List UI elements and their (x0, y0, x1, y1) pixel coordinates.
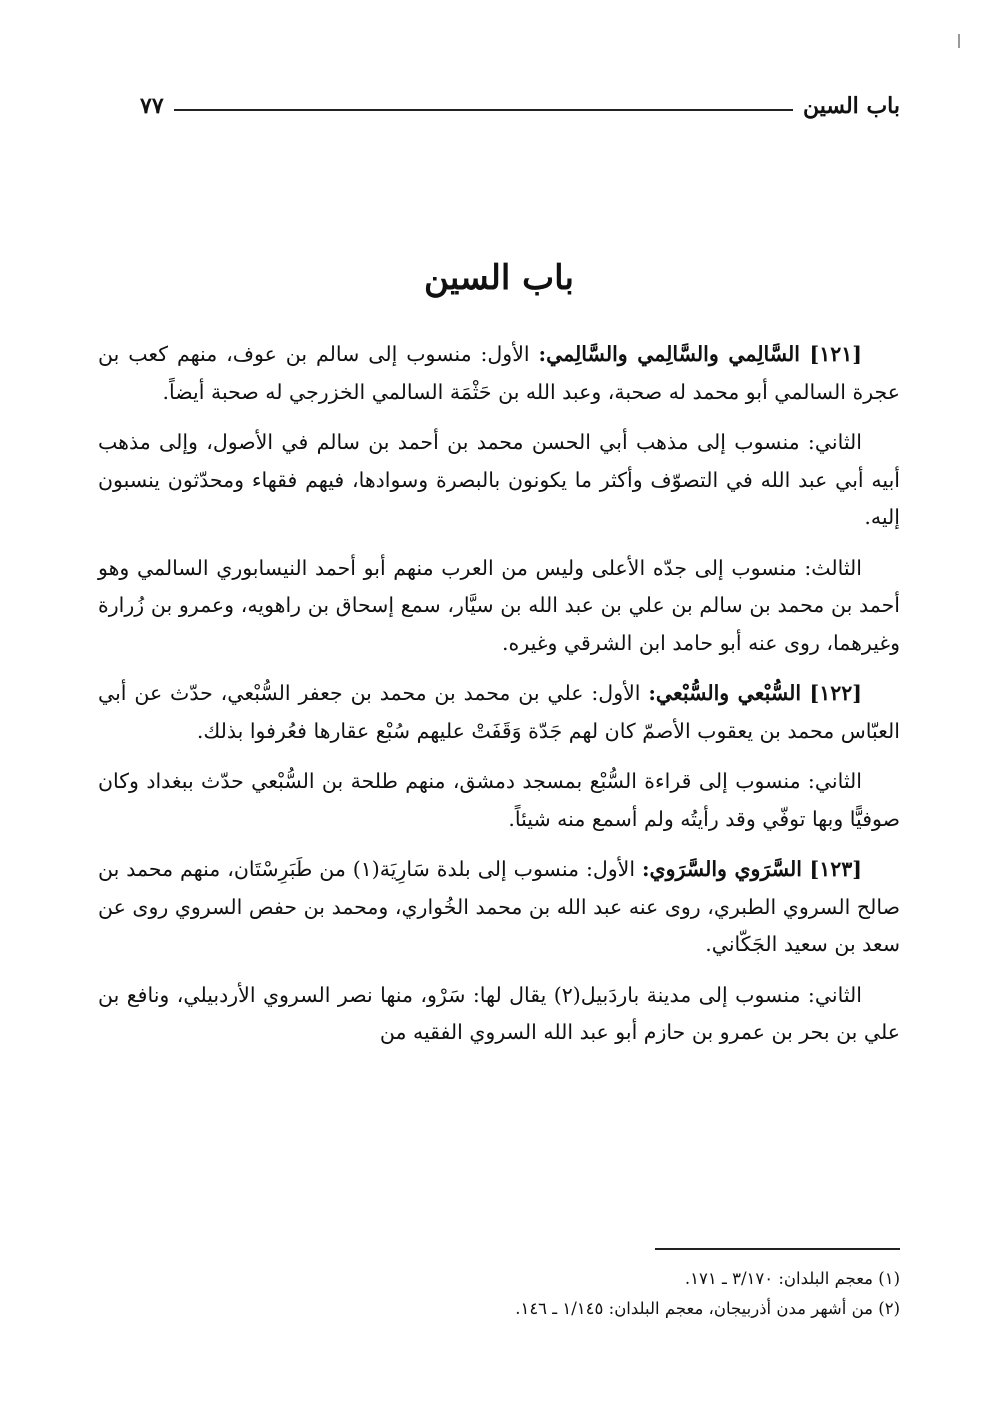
entry-heading: [١٢٢] السُّبْعي والسُّبْعي: (648, 681, 862, 705)
running-header-title: باب السين (802, 93, 900, 119)
paragraph-text: الثاني: منسوب إلى قراءة السُّبْع بمسجد دمشق، منهم طلحة بن السُّبْعي حدّث ببغداد وكان صوفيًّا وبها توفّي وقد رأيتُه ولم أسمع منه شيئاً. (98, 769, 900, 831)
paragraph (98, 977, 900, 1052)
entry-heading: [١٢١] السَّالِمي والسَّالِمي والسَّالِمي: (538, 342, 862, 366)
scan-mark (958, 34, 960, 48)
paragraph (98, 851, 900, 964)
running-header (140, 88, 900, 124)
paragraph-text: الأول: منسوب إلى بلدة سَارِيَة(١) من طَبَرِسْتَان، منهم محمد بن صالح السروي الطبري، روى عنه عبد الله بن محمد الخُواري، ومحمد بن حفص السروي روى عن سعد بن سعيد الجَكّاني. (98, 857, 900, 956)
footnote-rule (655, 1248, 900, 1250)
footnotes (98, 1264, 900, 1324)
paragraph (98, 763, 900, 838)
chapter-title: باب السين (424, 258, 574, 298)
paragraph (98, 424, 900, 537)
footnote: (٢) من أشهر مدن أذربيجان، معجم البلدان: ١/١٤٥ ـ ١٤٦. (515, 1299, 900, 1318)
paragraph-text: الأول: علي بن محمد بن محمد بن جعفر السُّبْعي، حدّث عن أبي العبّاس محمد بن يعقوب الأصمّ كان لهم جَدّة وَقَفَتْ عليهم سُبْع عقارها فعُرفوا بذلك. (98, 681, 900, 743)
entry-heading: [١٢٣] السَّرَوي والسَّرَوي: (641, 857, 862, 881)
paragraph-text: الثالث: منسوب إلى جدّه الأعلى وليس من العرب منهم أبو أحمد النيسابوري السالمي وهو أحمد بن محمد بن سالم بن علي بن عبد الله بن سيَّار، سمع إسحاق بن راهويه، وعمرو بن زُرارة وغيرهما، روى عنه أبو حامد ابن الشرقي وغيره. (98, 555, 900, 655)
paragraph-text: الثاني: منسوب إلى مدينة باردَبيل(٢) يقال لها: سَرْو، منها نصر السروي الأردبيلي، ونافع بن علي بن بحر بن عمرو بن حازم أبو عبد الله السروي الفقيه من (98, 982, 900, 1044)
page-number: ٧٧ (140, 93, 164, 119)
body-text (98, 336, 900, 1065)
paragraph (98, 675, 900, 750)
paragraph-text: الأول: منسوب إلى سالم بن عوف، منهم كعب بن عجرة السالمي أبو محمد له صحبة، وعبد الله بن حَثْمَة السالمي الخزرجي له صحبة أيضاً. (98, 342, 900, 404)
footnote: (١) معجم البلدان: ٣/١٧٠ ـ ١٧١. (684, 1269, 900, 1288)
paragraph-text: الثاني: منسوب إلى مذهب أبي الحسن محمد بن أحمد بن سالم في الأصول، وإلى مذهب أبيه أبي عبد الله في التصوّف وأكثر ما يكونون بالبصرة وسوادها، فيهم فقهاء ومحدّثون ينسبون إليه. (98, 430, 900, 529)
paragraph (98, 336, 900, 411)
paragraph (98, 550, 900, 663)
header-rule (174, 109, 793, 111)
